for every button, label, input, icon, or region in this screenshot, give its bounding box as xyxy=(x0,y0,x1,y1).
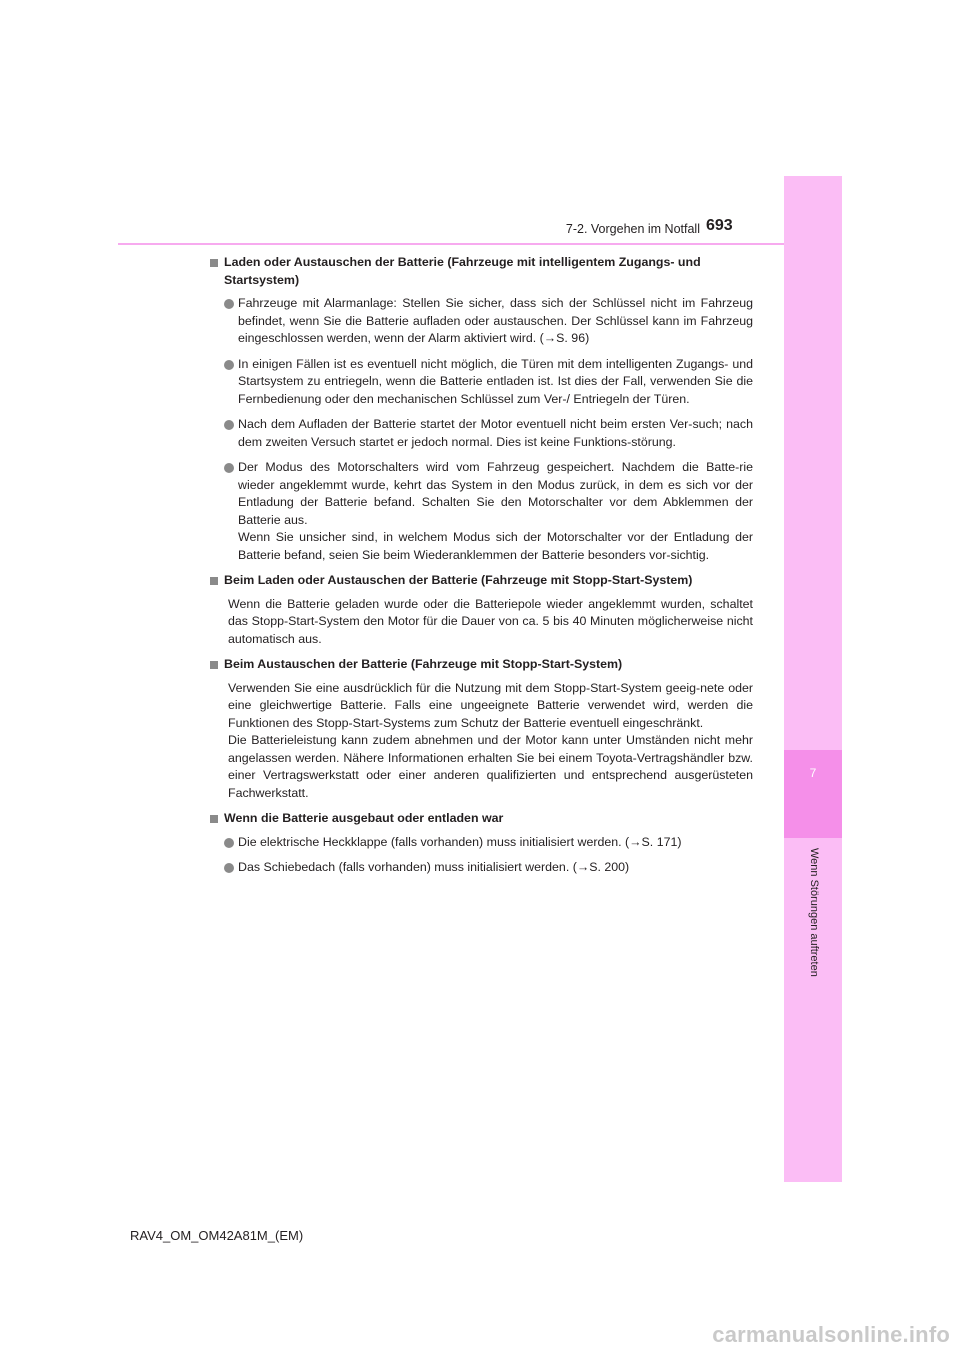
list-item xyxy=(210,459,753,564)
list-item-text: In einigen Fällen ist es eventuell nicht möglich, die Türen mit dem intelligenten Zugangs- und Startsystem zu entriegeln, wenn die Batterie entladen ist. Ist dies der Fall, verwenden Sie die Fernbedienung oder den mechanischen Schlüssel zum Ver-/ Entriegeln der Türen. xyxy=(238,356,753,406)
list-item-continuation: Wenn Sie unsicher sind, in welchem Modus sich der Motorschalter vor der Entladung der Batterie befand, seien Sie beim Wiederanklemmen der Batterie besonders vor-sichtig. xyxy=(238,530,753,562)
square-bullet-icon xyxy=(210,577,218,585)
chapter-tab xyxy=(784,750,842,838)
section-title: 7-2. Vorgehen im Notfall xyxy=(565,222,700,236)
section-heading xyxy=(210,254,753,289)
circle-bullet-icon xyxy=(224,420,234,430)
list-item xyxy=(210,295,753,348)
circle-bullet-icon xyxy=(224,838,234,848)
body-paragraph: Wenn die Batterie geladen wurde oder die Batteriepole wieder angeklemmt wurden, schaltet das Stopp-Start-System den Motor für die Dauer von ca. 5 bis 40 Minuten möglicherweise nicht automatisch aus. xyxy=(228,596,753,646)
chapter-title: Wenn Störungen auftreten xyxy=(808,848,820,977)
watermark: carmanualsonline.info xyxy=(712,1322,950,1347)
list-item xyxy=(210,859,753,877)
circle-bullet-icon xyxy=(224,463,234,473)
list-item-text: Der Modus des Motorschalters wird vom Fahrzeug gespeichert. Nachdem die Batte-rie wieder angeklemmt wurde, kehrt das System in den Modus zurück, in dem es sich vor der Entladung der Batterie befand. Schalten Sie den Motorschalter vor dem Abklemmen der Batterie aus. xyxy=(238,460,753,527)
body-paragraph-part: Verwenden Sie eine ausdrücklich für die Nutzung mit dem Stopp-Start-System geeig-nete oder eine gleichwertige Batterie. Falls eine ungeeignete Batterie verwendet wird, werden die Funktionen des Stopp-Start-Systems zum Schutz der Batterie eventuell eingeschränkt. xyxy=(228,680,753,730)
circle-bullet-icon xyxy=(224,299,234,309)
document-code: RAV4_OM_OM42A81M_(EM) xyxy=(130,1228,304,1243)
list-item xyxy=(210,834,753,852)
square-bullet-icon xyxy=(210,661,218,669)
list-item-text: Nach dem Aufladen der Batterie startet der Motor eventuell nicht beim ersten Ver-such; nach dem zweiten Versuch startet er jedoch normal. Dies ist keine Funktions-störung. xyxy=(238,417,753,449)
chapter-number: 7 xyxy=(809,766,817,780)
list-item xyxy=(210,416,753,451)
section-heading xyxy=(210,572,753,590)
section-heading xyxy=(210,656,753,674)
circle-bullet-icon xyxy=(224,360,234,370)
section-heading xyxy=(210,810,753,828)
body-paragraph xyxy=(210,680,753,803)
section-heading-text: Beim Austauschen der Batterie (Fahrzeuge mit Stopp-Start-System) xyxy=(224,657,623,671)
section-heading-text: Laden oder Austauschen der Batterie (Fahrzeuge mit intelligentem Zugangs- und Startsystem) xyxy=(224,255,701,287)
list-item-text: Die elektrische Heckklappe (falls vorhanden) muss initialisiert werden. (→S. 171) xyxy=(238,834,682,849)
list-item xyxy=(210,356,753,409)
body-paragraph-part: Die Batterieleistung kann zudem abnehmen und der Motor kann unter Umständen nicht mehr angelassen werden. Nähere Informationen erhalten Sie bei einem Toyota-Vertragshändler bzw. einer Vertragswerkstatt oder einer anderen qualifizierten und entsprechend ausgerüsteten Fachwerkstatt. xyxy=(228,733,753,800)
page-number: 693 xyxy=(706,217,733,234)
section-heading-text: Wenn die Batterie ausgebaut oder entladen war xyxy=(224,811,504,825)
list-item-text: Das Schiebedach (falls vorhanden) muss initialisiert werden. (→S. 200) xyxy=(238,860,630,874)
square-bullet-icon xyxy=(210,815,218,823)
square-bullet-icon xyxy=(210,259,218,267)
list-item-text: Fahrzeuge mit Alarmanlage: Stellen Sie sicher, dass sich der Schlüssel nicht im Fahrzeug befindet, wenn Sie die Batterie aufladen oder austauschen. Der Schlüssel kann im Fahrzeug eingeschlossen werden, wenn der Alarm aktiviert wird. (→S. 96) xyxy=(238,296,753,345)
section-heading-text: Beim Laden oder Austauschen der Batterie (Fahrzeuge mit Stopp-Start-System) xyxy=(224,573,693,587)
circle-bullet-icon xyxy=(224,863,234,873)
header-divider xyxy=(118,243,784,245)
page-content xyxy=(210,254,753,885)
